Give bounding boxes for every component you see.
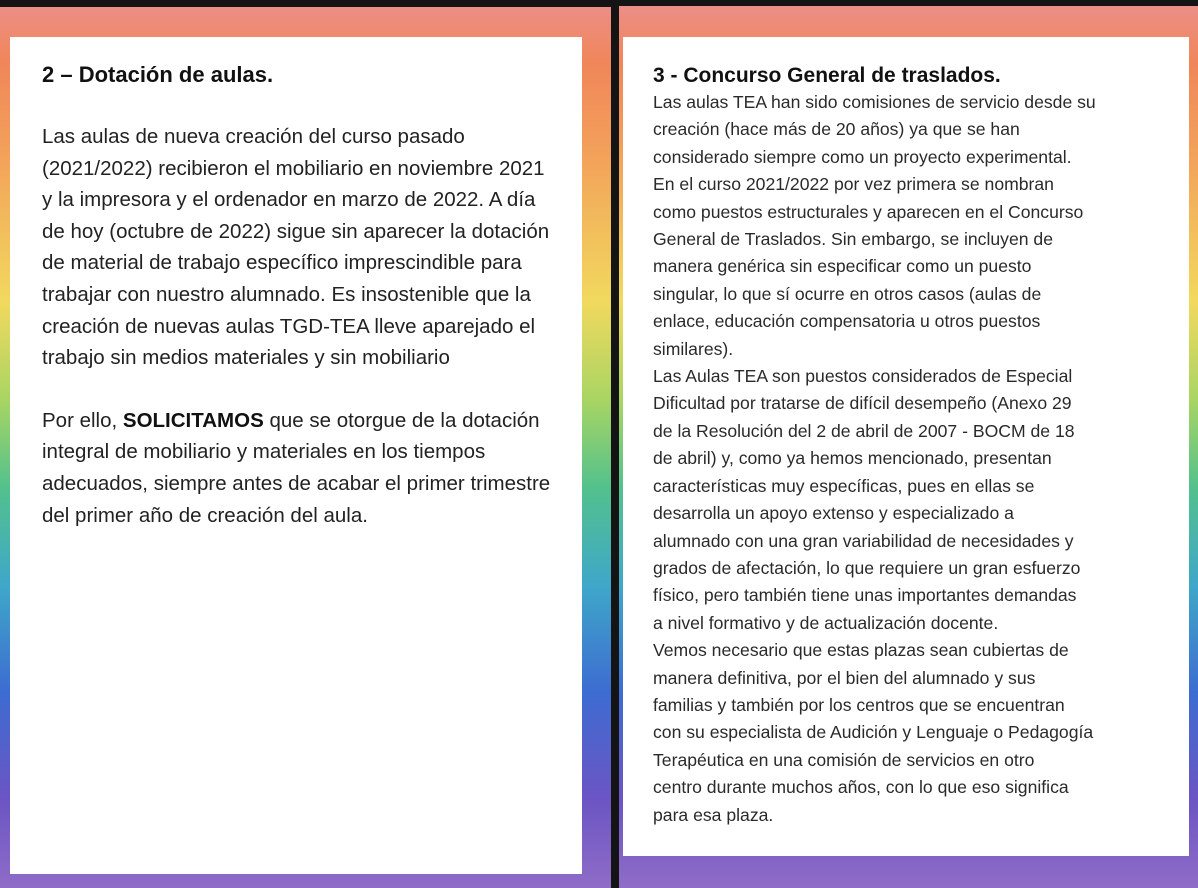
text-line: Las Aulas TEA son puestos considerados de Especial bbox=[653, 366, 1073, 387]
text-line: manera genérica sin especificar como un puesto bbox=[653, 256, 1032, 277]
text-line: como puestos estructurales y aparecen en el Concurso bbox=[653, 201, 1084, 222]
section-3-heading: 3 - Concurso General de traslados. bbox=[653, 64, 1001, 87]
text-line: centro durante muchos años, con lo que eso significa bbox=[653, 777, 1069, 798]
text-line: alumnado con una gran variabilidad de necesidades y bbox=[653, 530, 1074, 551]
right-panel bbox=[619, 0, 1198, 888]
text-line: enlace, educación compensatoria u otros puestos bbox=[653, 311, 1041, 332]
text-line: para esa plaza. bbox=[653, 804, 774, 825]
text-line: con su especialista de Audición y Lenguaje o Pedagogía bbox=[653, 722, 1094, 743]
section-2-paragraph-1: Las aulas de nueva creación del curso pasado (2021/2022) recibieron el mobiliario en noviembre 2021 y la impresora y el ordenador en marzo de 2022. A día de hoy (octubre de 2022) sigue sin aparecer la dotación de material de trabajo específico imprescindible para trabajar con nuestro alumnado. Es insostenible que la creación de nuevas aulas TGD-TEA lleve aparejado el trabajo sin medios materiales y sin mobiliario bbox=[42, 125, 550, 370]
text-line: Vemos necesario que estas plazas sean cubiertas de bbox=[653, 640, 1069, 661]
text-line: Dificultad por tratarse de difícil desempeño (Anexo 29 bbox=[653, 393, 1072, 414]
text-line: familias y también por los centros que se encuentran bbox=[653, 694, 1065, 715]
text-line: a nivel formativo y de actualización docente. bbox=[653, 612, 999, 633]
text-line: En el curso 2021/2022 por vez primera se nombran bbox=[653, 174, 1054, 195]
paragraph-2-rest: que se otorgue de la dotación integral de mobiliario y materiales en los tiempos adecuados, siempre antes de acabar el primer trimestre del primer año de creación del aula. bbox=[42, 408, 551, 527]
text-line: Terapéutica en una comisión de servicios en otro bbox=[653, 749, 1035, 770]
text-line: considerado siempre como un proyecto experimental. bbox=[653, 146, 1072, 167]
right-card bbox=[623, 37, 1189, 856]
text-line: Las aulas TEA han sido comisiones de servicio desde su bbox=[653, 92, 1096, 112]
text-line: de la Resolución del 2 de abril de 2007 - BOCM de 18 bbox=[653, 420, 1075, 441]
text-line: físico, pero también tiene unas importantes demandas bbox=[653, 585, 1077, 606]
paragraph-2-prefix: Por ello, bbox=[42, 408, 123, 432]
text-line: similares). bbox=[653, 338, 734, 359]
text-line: singular, lo que sí ocurre en otros casos (aulas de bbox=[653, 283, 1042, 304]
text-line: grados de afectación, lo que requiere un gran esfuerzo bbox=[653, 557, 1081, 578]
text-line: de abril) y, como ya hemos mencionado, presentan bbox=[653, 448, 1052, 469]
text-line: desarrolla un apoyo extenso y especializado a bbox=[653, 503, 1014, 524]
text-line: General de Traslados. Sin embargo, se incluyen de bbox=[653, 229, 1053, 250]
section-3-body bbox=[653, 89, 1171, 829]
section-2-paragraph-2 bbox=[42, 405, 552, 531]
section-2-heading: 2 – Dotación de aulas. bbox=[42, 62, 274, 87]
text-line: características muy específicas, pues en ellas se bbox=[653, 475, 1035, 496]
text-line: creación (hace más de 20 años) ya que se han bbox=[653, 119, 1020, 140]
text-line: manera definitiva, por el bien del alumnado y sus bbox=[653, 667, 1036, 688]
left-card bbox=[10, 37, 582, 874]
solicitamos-emphasis: SOLICITAMOS bbox=[122, 408, 264, 432]
